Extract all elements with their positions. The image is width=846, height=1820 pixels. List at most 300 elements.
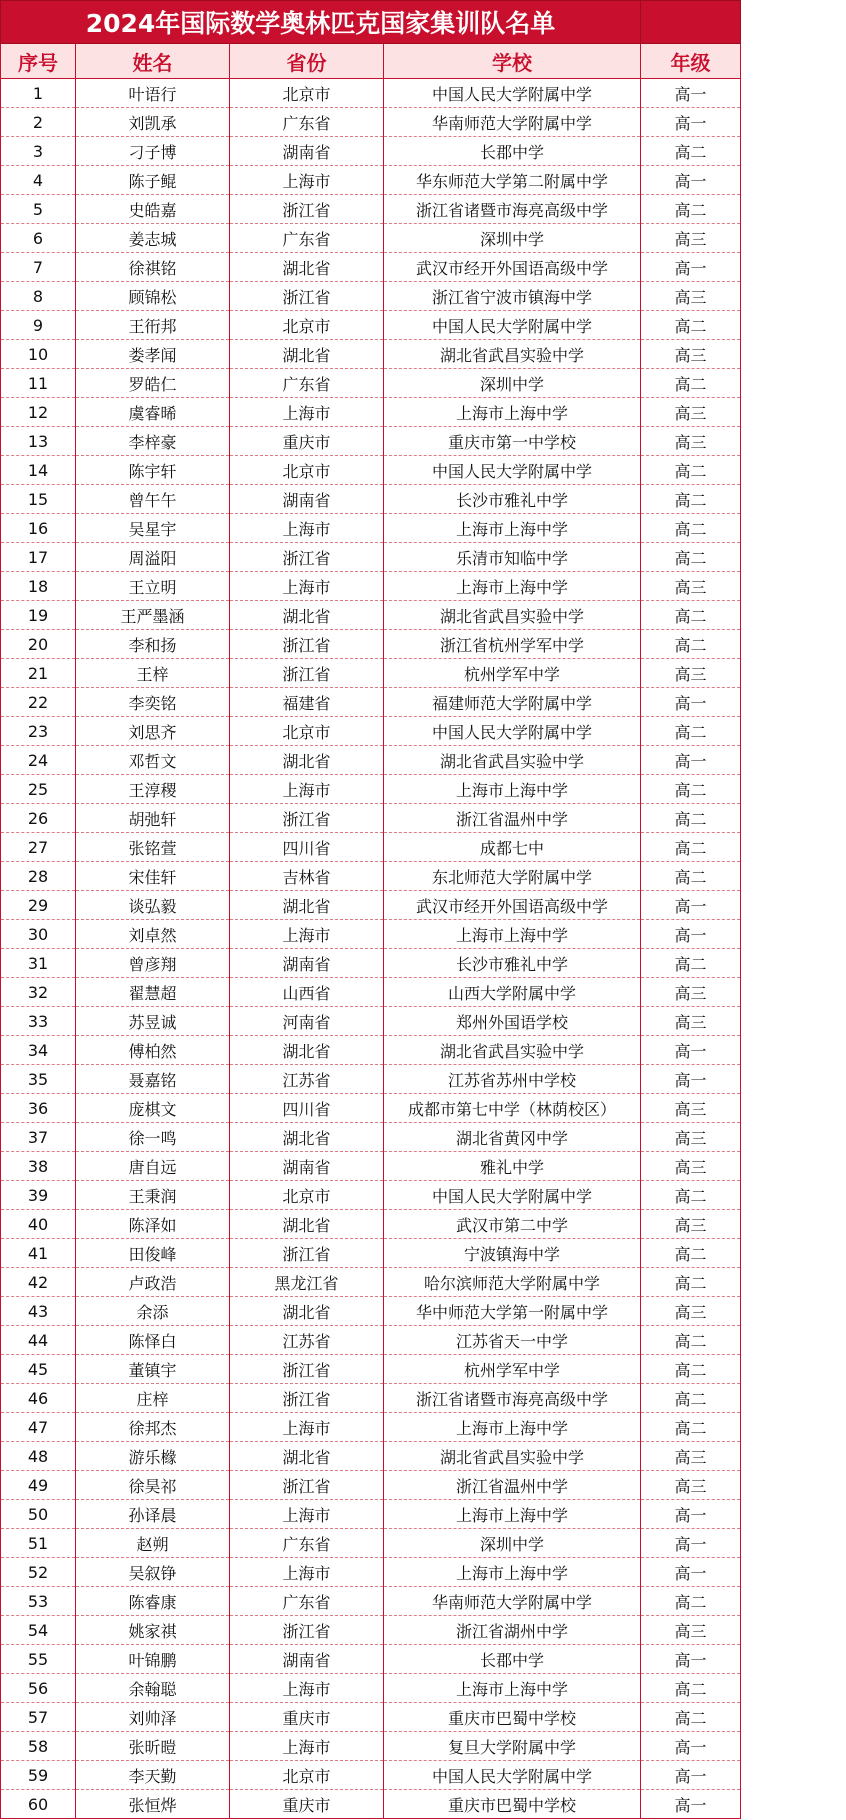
table-row [1, 1471, 741, 1500]
cell-number: 4 [1, 166, 76, 195]
cell-number: 17 [1, 543, 76, 572]
cell-province: 重庆市 [230, 427, 384, 456]
cell-school: 中国人民大学附属中学 [384, 1761, 641, 1790]
cell-grade: 高三 [641, 398, 741, 427]
cell-school: 乐清市知临中学 [384, 543, 641, 572]
cell-grade: 高二 [641, 775, 741, 804]
cell-number: 10 [1, 340, 76, 369]
cell-name: 孙译晨 [76, 1500, 230, 1529]
cell-school: 哈尔滨师范大学附属中学 [384, 1268, 641, 1297]
cell-grade: 高一 [641, 1761, 741, 1790]
table-row [1, 862, 741, 891]
cell-province: 山西省 [230, 978, 384, 1007]
cell-number: 25 [1, 775, 76, 804]
cell-school: 成都七中 [384, 833, 641, 862]
cell-province: 重庆市 [230, 1790, 384, 1819]
cell-province: 北京市 [230, 717, 384, 746]
cell-grade: 高一 [641, 1036, 741, 1065]
cell-school: 雅礼中学 [384, 1152, 641, 1181]
table-row [1, 1036, 741, 1065]
cell-province: 湖北省 [230, 340, 384, 369]
cell-grade: 高一 [641, 1732, 741, 1761]
cell-name: 庄梓 [76, 1384, 230, 1413]
table-row [1, 1123, 741, 1152]
cell-grade: 高二 [641, 1239, 741, 1268]
table-row [1, 514, 741, 543]
title-filler-cell [641, 1, 741, 44]
cell-grade: 高二 [641, 514, 741, 543]
cell-school: 上海市上海中学 [384, 1558, 641, 1587]
cell-number: 11 [1, 369, 76, 398]
cell-number: 54 [1, 1616, 76, 1645]
cell-province: 浙江省 [230, 543, 384, 572]
cell-name: 张恒烨 [76, 1790, 230, 1819]
cell-school: 江苏省苏州中学校 [384, 1065, 641, 1094]
cell-province: 湖北省 [230, 1210, 384, 1239]
table-row [1, 166, 741, 195]
cell-grade: 高一 [641, 253, 741, 282]
col-header-number: 序号 [1, 44, 76, 79]
header-row [1, 44, 741, 79]
cell-number: 58 [1, 1732, 76, 1761]
cell-grade: 高二 [641, 717, 741, 746]
cell-number: 26 [1, 804, 76, 833]
table-row [1, 1500, 741, 1529]
cell-school: 华中师范大学第一附属中学 [384, 1297, 641, 1326]
cell-name: 顾锦松 [76, 282, 230, 311]
cell-name: 徐祺铭 [76, 253, 230, 282]
cell-province: 湖北省 [230, 253, 384, 282]
cell-number: 7 [1, 253, 76, 282]
cell-name: 李天勤 [76, 1761, 230, 1790]
table-row [1, 1413, 741, 1442]
cell-grade: 高二 [641, 862, 741, 891]
cell-grade: 高一 [641, 1529, 741, 1558]
cell-school: 上海市上海中学 [384, 1674, 641, 1703]
table-row [1, 601, 741, 630]
cell-province: 湖南省 [230, 137, 384, 166]
cell-province: 浙江省 [230, 1616, 384, 1645]
cell-grade: 高二 [641, 601, 741, 630]
cell-grade: 高二 [641, 1326, 741, 1355]
table-row [1, 398, 741, 427]
cell-school: 上海市上海中学 [384, 1413, 641, 1442]
cell-school: 华东师范大学第二附属中学 [384, 166, 641, 195]
cell-school: 浙江省温州中学 [384, 804, 641, 833]
cell-school: 上海市上海中学 [384, 514, 641, 543]
table-row [1, 1094, 741, 1123]
cell-grade: 高一 [641, 1500, 741, 1529]
cell-name: 聂嘉铭 [76, 1065, 230, 1094]
cell-number: 5 [1, 195, 76, 224]
col-header-grade: 年级 [641, 44, 741, 79]
cell-province: 湖南省 [230, 1645, 384, 1674]
table-row [1, 253, 741, 282]
cell-name: 张铭萱 [76, 833, 230, 862]
cell-number: 22 [1, 688, 76, 717]
table-row [1, 1384, 741, 1413]
cell-school: 浙江省杭州学军中学 [384, 630, 641, 659]
table-row [1, 804, 741, 833]
cell-grade: 高二 [641, 543, 741, 572]
cell-province: 浙江省 [230, 630, 384, 659]
cell-name: 史皓嘉 [76, 195, 230, 224]
cell-school: 长沙市雅礼中学 [384, 485, 641, 514]
cell-name: 陈子鲲 [76, 166, 230, 195]
table-row [1, 1529, 741, 1558]
cell-school: 浙江省诸暨市海亮高级中学 [384, 195, 641, 224]
cell-name: 唐自远 [76, 1152, 230, 1181]
cell-province: 浙江省 [230, 1239, 384, 1268]
cell-name: 翟慧超 [76, 978, 230, 1007]
table-row [1, 1326, 741, 1355]
cell-school: 中国人民大学附属中学 [384, 456, 641, 485]
cell-grade: 高一 [641, 79, 741, 108]
cell-province: 广东省 [230, 369, 384, 398]
cell-name: 苏昱诚 [76, 1007, 230, 1036]
cell-grade: 高三 [641, 1123, 741, 1152]
cell-school: 成都市第七中学（林荫校区） [384, 1094, 641, 1123]
cell-province: 北京市 [230, 1181, 384, 1210]
cell-school: 中国人民大学附属中学 [384, 311, 641, 340]
cell-province: 上海市 [230, 775, 384, 804]
cell-number: 45 [1, 1355, 76, 1384]
cell-province: 北京市 [230, 1761, 384, 1790]
cell-grade: 高三 [641, 1471, 741, 1500]
cell-name: 曾彦翔 [76, 949, 230, 978]
cell-province: 浙江省 [230, 804, 384, 833]
cell-school: 长郡中学 [384, 1645, 641, 1674]
cell-number: 47 [1, 1413, 76, 1442]
cell-province: 湖南省 [230, 1152, 384, 1181]
cell-province: 浙江省 [230, 1355, 384, 1384]
cell-school: 湖北省武昌实验中学 [384, 601, 641, 630]
cell-number: 55 [1, 1645, 76, 1674]
cell-name: 傅柏然 [76, 1036, 230, 1065]
cell-number: 31 [1, 949, 76, 978]
cell-school: 上海市上海中学 [384, 920, 641, 949]
cell-name: 赵朔 [76, 1529, 230, 1558]
cell-name: 宋佳轩 [76, 862, 230, 891]
cell-number: 50 [1, 1500, 76, 1529]
cell-number: 37 [1, 1123, 76, 1152]
cell-number: 6 [1, 224, 76, 253]
cell-province: 上海市 [230, 1500, 384, 1529]
cell-province: 上海市 [230, 920, 384, 949]
table-row [1, 1558, 741, 1587]
cell-name: 徐一鸣 [76, 1123, 230, 1152]
cell-province: 上海市 [230, 572, 384, 601]
cell-name: 庞棋文 [76, 1094, 230, 1123]
cell-grade: 高一 [641, 1558, 741, 1587]
table-row [1, 1674, 741, 1703]
cell-school: 福建师范大学附属中学 [384, 688, 641, 717]
cell-grade: 高一 [641, 920, 741, 949]
cell-school: 上海市上海中学 [384, 1500, 641, 1529]
cell-school: 华南师范大学附属中学 [384, 1587, 641, 1616]
cell-school: 湖北省黄冈中学 [384, 1123, 641, 1152]
cell-number: 29 [1, 891, 76, 920]
cell-number: 51 [1, 1529, 76, 1558]
cell-grade: 高二 [641, 1355, 741, 1384]
cell-grade: 高三 [641, 1442, 741, 1471]
cell-name: 张昕暟 [76, 1732, 230, 1761]
cell-grade: 高二 [641, 1384, 741, 1413]
cell-name: 陈泽如 [76, 1210, 230, 1239]
cell-school: 浙江省湖州中学 [384, 1616, 641, 1645]
table-row [1, 1152, 741, 1181]
col-header-name: 姓名 [76, 44, 230, 79]
cell-number: 34 [1, 1036, 76, 1065]
cell-name: 王严墨涵 [76, 601, 230, 630]
cell-name: 王秉润 [76, 1181, 230, 1210]
cell-grade: 高三 [641, 340, 741, 369]
cell-name: 娄孝闻 [76, 340, 230, 369]
cell-number: 21 [1, 659, 76, 688]
table-row [1, 1442, 741, 1471]
cell-province: 江苏省 [230, 1326, 384, 1355]
cell-grade: 高二 [641, 630, 741, 659]
cell-school: 长沙市雅礼中学 [384, 949, 641, 978]
table-row [1, 1355, 741, 1384]
cell-grade: 高一 [641, 1790, 741, 1819]
cell-number: 20 [1, 630, 76, 659]
cell-grade: 高一 [641, 166, 741, 195]
cell-number: 18 [1, 572, 76, 601]
cell-grade: 高一 [641, 108, 741, 137]
cell-number: 60 [1, 1790, 76, 1819]
table-row [1, 195, 741, 224]
table-row [1, 1268, 741, 1297]
cell-number: 56 [1, 1674, 76, 1703]
cell-name: 谈弘毅 [76, 891, 230, 920]
cell-province: 浙江省 [230, 659, 384, 688]
cell-grade: 高二 [641, 195, 741, 224]
table-row [1, 920, 741, 949]
cell-grade: 高二 [641, 1674, 741, 1703]
cell-school: 重庆市巴蜀中学校 [384, 1703, 641, 1732]
cell-grade: 高二 [641, 1413, 741, 1442]
cell-name: 李和扬 [76, 630, 230, 659]
cell-number: 19 [1, 601, 76, 630]
cell-school: 上海市上海中学 [384, 775, 641, 804]
cell-province: 上海市 [230, 1674, 384, 1703]
cell-grade: 高一 [641, 891, 741, 920]
cell-number: 57 [1, 1703, 76, 1732]
cell-number: 1 [1, 79, 76, 108]
cell-name: 游乐橼 [76, 1442, 230, 1471]
cell-number: 53 [1, 1587, 76, 1616]
cell-school: 宁波镇海中学 [384, 1239, 641, 1268]
table-row [1, 775, 741, 804]
cell-name: 徐邦杰 [76, 1413, 230, 1442]
cell-name: 刘凯承 [76, 108, 230, 137]
table-row [1, 340, 741, 369]
table-row [1, 1065, 741, 1094]
cell-name: 姜志城 [76, 224, 230, 253]
cell-name: 叶锦鹏 [76, 1645, 230, 1674]
cell-grade: 高二 [641, 833, 741, 862]
cell-province: 重庆市 [230, 1703, 384, 1732]
cell-number: 28 [1, 862, 76, 891]
cell-school: 湖北省武昌实验中学 [384, 746, 641, 775]
cell-school: 湖北省武昌实验中学 [384, 340, 641, 369]
cell-grade: 高三 [641, 427, 741, 456]
cell-province: 上海市 [230, 166, 384, 195]
cell-school: 江苏省天一中学 [384, 1326, 641, 1355]
cell-number: 13 [1, 427, 76, 456]
cell-school: 重庆市第一中学校 [384, 427, 641, 456]
cell-name: 余添 [76, 1297, 230, 1326]
table-row [1, 79, 741, 108]
cell-province: 上海市 [230, 1558, 384, 1587]
cell-number: 41 [1, 1239, 76, 1268]
cell-province: 河南省 [230, 1007, 384, 1036]
table-row [1, 311, 741, 340]
cell-school: 武汉市第二中学 [384, 1210, 641, 1239]
cell-province: 北京市 [230, 456, 384, 485]
cell-grade: 高二 [641, 485, 741, 514]
cell-number: 49 [1, 1471, 76, 1500]
table-row [1, 1703, 741, 1732]
table-row [1, 1616, 741, 1645]
table-row [1, 1181, 741, 1210]
table-row [1, 1239, 741, 1268]
table-row [1, 1732, 741, 1761]
table-row [1, 688, 741, 717]
cell-province: 吉林省 [230, 862, 384, 891]
cell-province: 浙江省 [230, 282, 384, 311]
cell-school: 深圳中学 [384, 224, 641, 253]
cell-name: 曾午午 [76, 485, 230, 514]
cell-school: 浙江省宁波市镇海中学 [384, 282, 641, 311]
cell-name: 刘帅泽 [76, 1703, 230, 1732]
cell-province: 浙江省 [230, 1471, 384, 1500]
cell-school: 山西大学附属中学 [384, 978, 641, 1007]
cell-school: 上海市上海中学 [384, 572, 641, 601]
table-row [1, 978, 741, 1007]
cell-name: 陈怿白 [76, 1326, 230, 1355]
cell-grade: 高一 [641, 746, 741, 775]
cell-province: 浙江省 [230, 195, 384, 224]
table-row [1, 717, 741, 746]
cell-province: 四川省 [230, 833, 384, 862]
cell-name: 王梓 [76, 659, 230, 688]
cell-number: 27 [1, 833, 76, 862]
cell-province: 广东省 [230, 224, 384, 253]
table-row [1, 1761, 741, 1790]
cell-grade: 高三 [641, 1007, 741, 1036]
cell-grade: 高三 [641, 282, 741, 311]
cell-school: 中国人民大学附属中学 [384, 1181, 641, 1210]
cell-grade: 高三 [641, 1297, 741, 1326]
cell-name: 刁子博 [76, 137, 230, 166]
title-row [1, 1, 741, 44]
cell-number: 8 [1, 282, 76, 311]
table-row [1, 1210, 741, 1239]
cell-province: 北京市 [230, 311, 384, 340]
cell-number: 15 [1, 485, 76, 514]
cell-grade: 高三 [641, 659, 741, 688]
cell-name: 王衎邦 [76, 311, 230, 340]
cell-name: 刘思齐 [76, 717, 230, 746]
cell-province: 福建省 [230, 688, 384, 717]
cell-school: 东北师范大学附属中学 [384, 862, 641, 891]
cell-name: 邓哲文 [76, 746, 230, 775]
cell-name: 叶语行 [76, 79, 230, 108]
cell-name: 卢政浩 [76, 1268, 230, 1297]
table-row [1, 1790, 741, 1819]
table-row [1, 659, 741, 688]
cell-school: 长郡中学 [384, 137, 641, 166]
cell-name: 刘卓然 [76, 920, 230, 949]
cell-grade: 高一 [641, 1645, 741, 1674]
cell-grade: 高二 [641, 804, 741, 833]
cell-number: 42 [1, 1268, 76, 1297]
table-row [1, 1587, 741, 1616]
cell-province: 江苏省 [230, 1065, 384, 1094]
cell-number: 43 [1, 1297, 76, 1326]
cell-name: 李梓豪 [76, 427, 230, 456]
table-row [1, 1645, 741, 1674]
cell-grade: 高二 [641, 949, 741, 978]
cell-name: 徐昊祁 [76, 1471, 230, 1500]
cell-school: 重庆市巴蜀中学校 [384, 1790, 641, 1819]
table-row [1, 108, 741, 137]
cell-name: 周溢阳 [76, 543, 230, 572]
cell-number: 9 [1, 311, 76, 340]
table-body [1, 79, 741, 1819]
table-row [1, 456, 741, 485]
cell-name: 王立明 [76, 572, 230, 601]
cell-number: 40 [1, 1210, 76, 1239]
cell-province: 湖北省 [230, 1123, 384, 1152]
cell-name: 王淳稷 [76, 775, 230, 804]
cell-province: 湖北省 [230, 891, 384, 920]
cell-number: 52 [1, 1558, 76, 1587]
cell-grade: 高二 [641, 311, 741, 340]
cell-school: 浙江省温州中学 [384, 1471, 641, 1500]
cell-grade: 高二 [641, 137, 741, 166]
table-row [1, 282, 741, 311]
table-row [1, 485, 741, 514]
cell-number: 39 [1, 1181, 76, 1210]
cell-province: 广东省 [230, 1587, 384, 1616]
cell-grade: 高三 [641, 1616, 741, 1645]
cell-school: 杭州学军中学 [384, 1355, 641, 1384]
cell-number: 46 [1, 1384, 76, 1413]
cell-province: 黑龙江省 [230, 1268, 384, 1297]
cell-school: 上海市上海中学 [384, 398, 641, 427]
cell-grade: 高三 [641, 1152, 741, 1181]
cell-school: 深圳中学 [384, 1529, 641, 1558]
cell-province: 湖北省 [230, 1036, 384, 1065]
cell-grade: 高一 [641, 1065, 741, 1094]
table-row [1, 891, 741, 920]
cell-school: 中国人民大学附属中学 [384, 717, 641, 746]
cell-number: 32 [1, 978, 76, 1007]
cell-school: 深圳中学 [384, 369, 641, 398]
cell-number: 16 [1, 514, 76, 543]
cell-grade: 高二 [641, 456, 741, 485]
cell-grade: 高二 [641, 369, 741, 398]
cell-province: 广东省 [230, 108, 384, 137]
cell-number: 2 [1, 108, 76, 137]
cell-number: 3 [1, 137, 76, 166]
cell-name: 吴星宇 [76, 514, 230, 543]
cell-province: 湖北省 [230, 746, 384, 775]
cell-number: 30 [1, 920, 76, 949]
